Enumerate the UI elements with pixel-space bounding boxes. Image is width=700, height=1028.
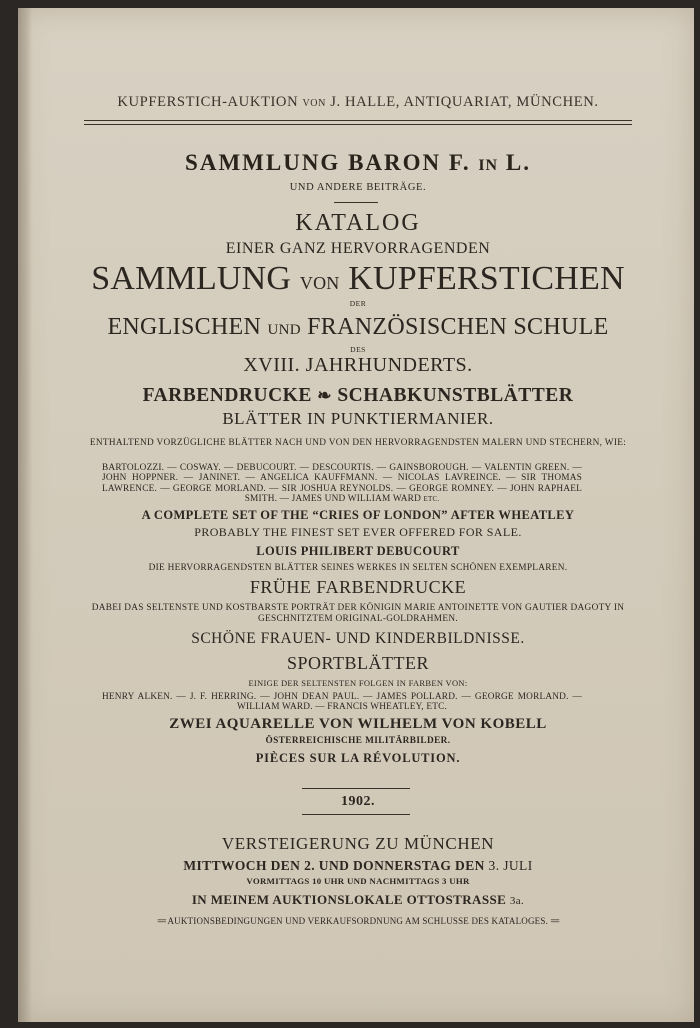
collection-title-a: SAMMLUNG BARON F.	[185, 150, 471, 175]
sammlung-a: SAMMLUNG	[91, 260, 292, 297]
farbendrucke-heading	[78, 385, 638, 407]
cries-of-london-line: A COMPLETE SET OF THE “CRIES OF LONDON” AFTER WHEATLEY	[141, 508, 575, 522]
header-part1: KUPFERSTICH-AUKTION	[117, 94, 299, 110]
auction-place-number: 3a.	[509, 895, 525, 907]
schule-und: UND	[267, 322, 301, 338]
auction-dates-a: MITTWOCH DEN 2. UND DONNERSTAG DEN	[183, 858, 485, 873]
century-heading: XVIII. JAHRHUNDERTS.	[243, 354, 473, 376]
artist-list-text: BARTOLOZZI. — COSWAY. — DEBUCOURT. — DESCOURTIS. — GAINSBOROUGH. — VALENTIN GREEN. — JOHN HOPPNER. — JANINET. — ANGELICA KAUFFMANN. — NICOLAS LAVREINCE. — SIR THOMAS LAWRENCE. — GEORGE MORLAND. — SIR JOSHUA REYNOLDS. — GEORGE ROMNEY. — JOHN RAPHAEL SMITH. — JAMES UND WILLIAM WARD	[102, 463, 582, 504]
debucourt-heading: LOUIS PHILIBERT DEBUCOURT	[256, 544, 460, 558]
farben-b: SCHABKUNSTBLÄTTER	[337, 385, 574, 406]
schule-b: FRANZÖSISCHEN SCHULE	[307, 314, 609, 340]
header-von: VON	[302, 98, 326, 109]
des-line: DES	[350, 345, 366, 354]
auction-conditions-text: AUKTIONSBEDINGUNGEN UND VERKAUFSORDNUNG AM SCHLUSSE DES KATALOGES.	[167, 916, 549, 926]
bildnisse-heading: SCHÖNE FRAUEN- UND KINDERBILDNISSE.	[191, 630, 525, 647]
punktiermanier-heading: BLÄTTER IN PUNKTIERMANIER.	[222, 409, 494, 428]
year-rule-bottom	[302, 814, 410, 815]
marie-antoinette-text: DABEI DAS SELTENSTE UND KOSTBARSTE PORTRÄT DER KÖNIGIN MARIE ANTOINETTE VON GAUTIER DAGOTY IN GESCHNITZTEM ORIGINAL-GOLDRAHMEN.	[91, 603, 625, 624]
sport-artist-list: HENRY ALKEN. — J. F. HERRING. — JOHN DEAN PAUL. — JAMES POLLARD. — GEORGE MORLAND. — WILLIAM WARD. — FRANCIS WHEATLEY, ETC.	[102, 692, 582, 713]
sammlung-von: VON	[299, 273, 340, 293]
enthaltend-text: ENTHALTEND VORZÜGLICHE BLÄTTER NACH UND VON DEN HERVORRAGENDSTEN MALERN UND STECHERN, WIE:	[89, 438, 627, 448]
collection-title-b: L.	[505, 150, 531, 175]
artist-list	[102, 463, 582, 504]
auction-title: VERSTEIGERUNG ZU MÜNCHEN	[221, 834, 495, 853]
collection-subtitle: UND ANDERE BEITRÄGE.	[289, 182, 427, 193]
finest-set-line: PROBABLY THE FINEST SET EVER OFFERED FOR SALE.	[194, 525, 522, 539]
fruhe-farbendrucke-heading: FRÜHE FARBENDRUCKE	[249, 577, 467, 597]
auction-place-text: IN MEINEM AUKTIONSLOKALE OTTOSTRASSE	[191, 892, 507, 907]
artist-list-etc: ETC.	[423, 494, 440, 503]
double-dash-right-icon: ==	[550, 916, 559, 926]
farben-a: FARBENDRUCKE	[142, 385, 312, 406]
katalog-heading: KATALOG	[295, 210, 421, 236]
der-line: DER	[349, 299, 367, 308]
auction-place	[78, 892, 638, 908]
sammlung-b: KUPFERSTICHEN	[348, 260, 625, 297]
auction-conditions	[78, 916, 638, 926]
collection-title-in: IN	[478, 157, 499, 174]
page-spine-shadow	[18, 8, 32, 1022]
auction-dates	[78, 858, 638, 874]
sportblatter-heading: SPORTBLÄTTER	[287, 653, 429, 673]
collection-title	[78, 150, 638, 176]
catalog-title-page	[18, 8, 694, 1022]
double-dash-left-icon: ==	[157, 916, 166, 926]
year-label: 1902.	[341, 794, 375, 809]
kobell-heading: ZWEI AQUARELLE VON WILHELM VON KOBELL	[169, 716, 547, 732]
einige-text: EINIGE DER SELTENSTEN FOLGEN IN FARBEN VON:	[248, 678, 468, 688]
auction-times: VORMITTAGS 10 UHR UND NACHMITTAGS 3 UHR	[246, 876, 470, 886]
publisher-header	[78, 94, 638, 111]
debucourt-description: DIE HERVORRAGENDSTEN BLÄTTER SEINES WERKES IN SELTEN SCHÖNEN EXEMPLAREN.	[148, 563, 568, 573]
header-part2: J. HALLE, ANTIQUARIAT, MÜNCHEN.	[330, 94, 599, 110]
year-rule-top	[302, 788, 410, 789]
header-rule-top	[84, 120, 632, 121]
schule-heading	[78, 314, 638, 341]
divider-short	[334, 202, 378, 203]
header-rule-bottom	[84, 124, 632, 125]
revolution-line: PIÈCES SUR LA RÉVOLUTION.	[255, 751, 461, 765]
schule-a: ENGLISCHEN	[107, 314, 262, 340]
sammlung-heading	[78, 260, 638, 298]
auction-dates-b: 3. JULI	[488, 858, 533, 873]
militarbilder-line: ÖSTERREICHISCHE MILITÄRBILDER.	[265, 736, 451, 746]
einer-line: EINER GANZ HERVORRAGENDEN	[225, 240, 491, 257]
leaf-ornament-icon: ❧	[317, 386, 332, 405]
